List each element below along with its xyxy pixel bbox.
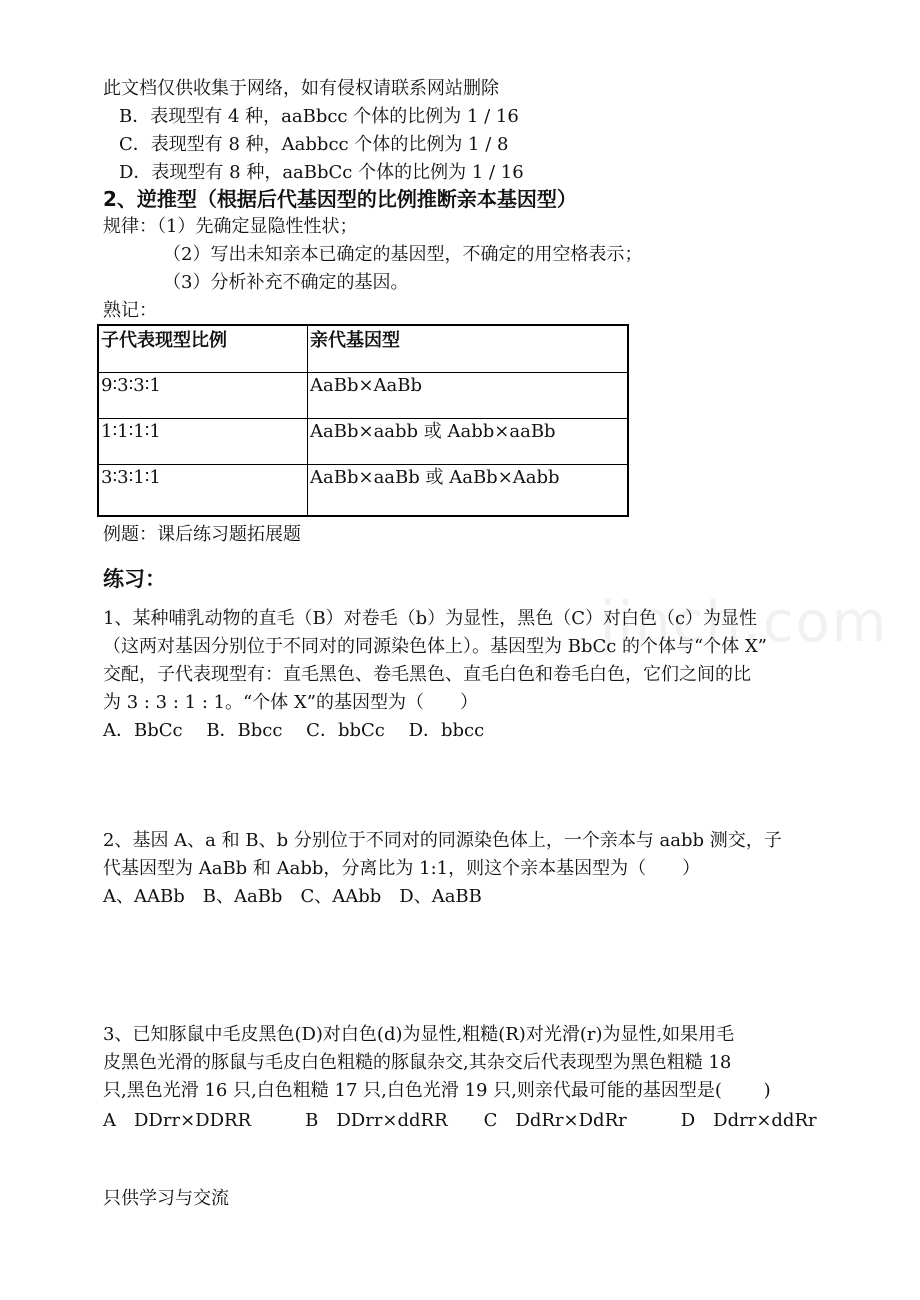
- option-c: C．表现型有 8 种，Aabbcc 个体的比例为 1 / 8: [119, 134, 509, 155]
- genotype-cell: AaBb×aaBb 或 AaBb×Aabb: [308, 465, 629, 517]
- table-header-row: [98, 325, 628, 373]
- header-parent-genotype: 亲代基因型: [308, 325, 629, 373]
- ratio-cell: 1∶1∶1∶1: [98, 419, 308, 465]
- ratio-cell: 9∶3∶3∶1: [98, 373, 308, 419]
- rule-2: （2）写出未知亲本已确定的基因型，不确定的用空格表示；: [163, 244, 643, 265]
- rule-1: 规律：（1）先确定显隐性性状；: [103, 216, 358, 237]
- q3-line-1: 3、已知豚鼠中毛皮黑色(D)对白色(d)为显性,粗糙(R)对光滑(r)为显性,如果用毛: [103, 1024, 735, 1045]
- watermark: jinch.com: [600, 590, 889, 655]
- q1-options: A．BbCc B．Bbcc C．bbCc D．bbcc: [103, 720, 485, 741]
- q1-line-1: 1、某种哺乳动物的直毛（B）对卷毛（b）为显性，黑色（C）对白色（c）为显性: [103, 608, 758, 629]
- memorize-label: 熟记：: [103, 300, 157, 321]
- table-row: [98, 419, 628, 465]
- q2-options: A、AABb B、AaBb C、AAbb D、AaBB: [103, 886, 482, 907]
- genotype-cell: AaBb×aabb 或 Aabb×aaBb: [308, 419, 629, 465]
- q1-line-2: （这两对基因分别位于不同对的同源染色体上）。基因型为 BbCc 的个体与“个体 X”: [103, 636, 767, 657]
- q2-line-2: 代基因型为 AaBb 和 Aabb，分离比为 1:1，则这个亲本基因型为（ ）: [103, 858, 701, 879]
- option-d: D．表现型有 8 种，aaBbCc 个体的比例为 1 / 16: [119, 162, 524, 183]
- option-b: B．表现型有 4 种，aaBbcc 个体的比例为 1 / 16: [119, 106, 519, 127]
- table-row: [98, 373, 628, 419]
- q3-line-2: 皮黑色光滑的豚鼠与毛皮白色粗糙的豚鼠杂交,其杂交后代表现型为黑色粗糙 18: [103, 1052, 732, 1073]
- q1-line-3: 交配，子代表现型有：直毛黑色、卷毛黑色、直毛白色和卷毛白色，它们之间的比: [103, 664, 751, 685]
- section-title-inverse: 2、逆推型（根据后代基因型的比例推断亲本基因型）: [103, 187, 577, 211]
- footer-note: 只供学习与交流: [103, 1188, 229, 1209]
- rule-3: （3）分析补充不确定的基因。: [163, 272, 409, 293]
- header-offspring-ratio: 子代表现型比例: [98, 325, 308, 373]
- practice-title: 练习：: [103, 567, 166, 591]
- ratio-cell: 3∶3∶1∶1: [98, 465, 308, 517]
- q3-options: A DDrr×DDRR B DDrr×ddRR C DdRr×DdRr D Ddrr×ddRr: [103, 1110, 817, 1131]
- example-line: 例题：课后练习题拓展题: [103, 524, 301, 545]
- ratio-table: [97, 324, 629, 517]
- q2-line-1: 2、基因 A、a 和 B、b 分别位于不同对的同源染色体上，一个亲本与 aabb 测交，子: [103, 830, 782, 851]
- copyright-notice: 此文档仅供收集于网络，如有侵权请联系网站删除: [103, 78, 499, 99]
- table-row: [98, 465, 628, 517]
- genotype-cell: AaBb×AaBb: [308, 373, 629, 419]
- q1-line-4: 为 3 : 3 : 1 : 1。“个体 X”的基因型为（ ）: [103, 692, 478, 713]
- q3-line-3: 只,黑色光滑 16 只,白色粗糙 17 只,白色光滑 19 只,则亲代最可能的基因型是( ): [103, 1080, 771, 1101]
